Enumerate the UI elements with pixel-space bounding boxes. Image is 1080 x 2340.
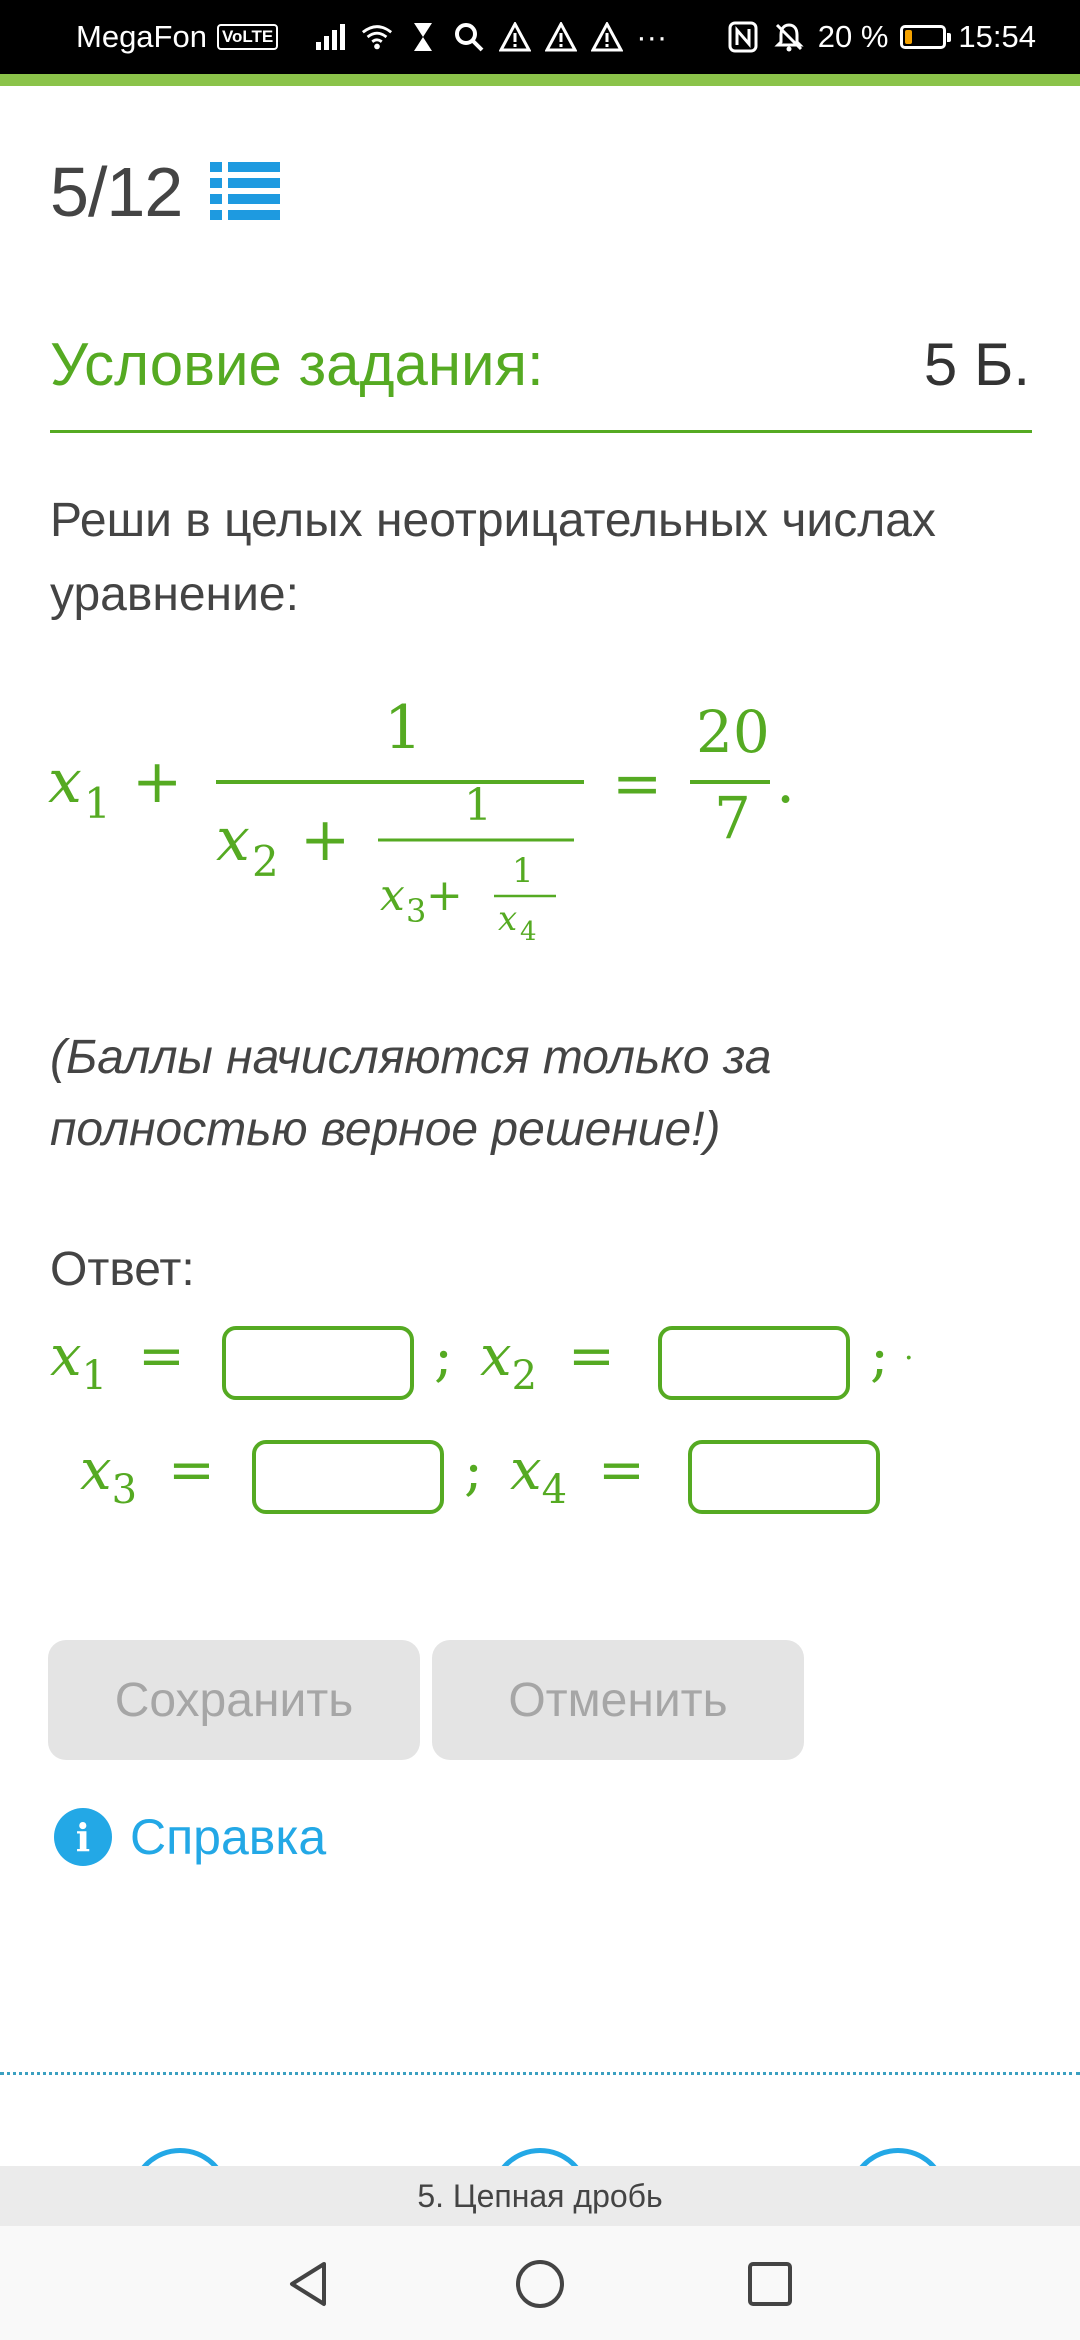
- top-accent-strip: [0, 74, 1080, 86]
- formula-x1: x: [48, 747, 82, 817]
- status-bar: [0, 0, 1080, 74]
- var-sub: 1: [81, 1353, 108, 1399]
- carrier-name: MegaFon: [76, 19, 207, 54]
- page-divider: [0, 2072, 1080, 2075]
- warning-icon: [544, 20, 578, 54]
- notification-icons: [314, 19, 667, 55]
- var-letter: x: [480, 1324, 512, 1389]
- cancel-button[interactable]: Отменить: [432, 1640, 804, 1760]
- formula-one: 1: [384, 693, 423, 763]
- var-sub: 4: [541, 1467, 568, 1513]
- formula-equals: =: [612, 749, 663, 819]
- answer-row-2: [76, 1432, 936, 1532]
- status-left: [76, 0, 667, 74]
- formula-plus-2: +: [300, 805, 351, 875]
- task-header: [50, 330, 1032, 433]
- topic-title: 5. Цепная дробь: [417, 2177, 663, 2214]
- var-sub: 3: [111, 1467, 138, 1513]
- x3-input[interactable]: [252, 1440, 444, 1514]
- status-right: [726, 0, 1036, 74]
- help-label: Справка: [130, 1809, 327, 1865]
- progress-current: 5: [50, 153, 88, 231]
- hourglass-icon: [406, 20, 440, 54]
- equals-sign: =: [598, 1438, 645, 1503]
- recents-icon[interactable]: [742, 2256, 798, 2312]
- x4-input[interactable]: [688, 1440, 880, 1514]
- formula-x4-sub: 4: [520, 917, 537, 947]
- battery-fill: [905, 30, 912, 44]
- back-icon[interactable]: [280, 2256, 336, 2312]
- more-notifications: ···: [636, 19, 668, 54]
- var-letter: x: [50, 1324, 82, 1389]
- equals-sign: =: [138, 1324, 185, 1389]
- help-link[interactable]: [54, 1808, 326, 1866]
- clock: 15:54: [958, 19, 1036, 54]
- semicolon: ;: [434, 1324, 453, 1389]
- answer-row-1: [46, 1318, 946, 1418]
- task-title: Условие задания:: [50, 331, 544, 398]
- answer-var-x4: [510, 1438, 567, 1513]
- semicolon: ;: [870, 1324, 889, 1389]
- formula-inner-one: 1: [464, 780, 492, 831]
- formula-x2-sub: 2: [252, 837, 279, 886]
- x2-input[interactable]: [658, 1326, 850, 1400]
- formula-dot: .: [776, 747, 796, 817]
- var-letter: x: [80, 1438, 112, 1503]
- signal-icon: [314, 20, 348, 54]
- formula-rhs-numerator: 20: [696, 698, 770, 766]
- topic-footer: [0, 2166, 1080, 2226]
- formula-x3: x: [380, 870, 405, 921]
- equals-sign: =: [168, 1438, 215, 1503]
- formula-x3-sub: 3: [406, 892, 427, 930]
- answer-var-x2: [480, 1324, 537, 1399]
- info-icon: i: [54, 1808, 112, 1866]
- wifi-icon: [360, 20, 394, 54]
- formula-x2: x: [216, 805, 250, 875]
- answer-var-x3: [80, 1438, 137, 1513]
- continued-fraction-formula: [44, 690, 944, 960]
- save-button[interactable]: Сохранить: [48, 1640, 420, 1760]
- formula-rhs-denominator: 7: [714, 784, 751, 852]
- volte-badge: VoLTE: [217, 24, 278, 50]
- warning-icon: [498, 20, 532, 54]
- task-progress: [50, 152, 280, 232]
- progress-total: 12: [106, 153, 183, 231]
- task-instruction: Реши в целых неотрицательных числах уравнение:: [50, 494, 936, 621]
- formula-x1-sub: 1: [84, 779, 111, 828]
- formula-plus-1: +: [132, 747, 183, 817]
- battery-percent: 20 %: [817, 19, 889, 54]
- formula-innermost-one: 1: [512, 851, 534, 891]
- semicolon: ;: [464, 1438, 483, 1503]
- progress-separator: /: [87, 153, 107, 231]
- scoring-note: (Баллы начисляются только за полностью верное решение!): [50, 1031, 772, 1156]
- search-icon: [452, 20, 486, 54]
- answer-var-x1: [50, 1324, 107, 1399]
- progress-counter: [50, 152, 182, 232]
- nfc-icon: [726, 20, 760, 54]
- var-letter: x: [510, 1438, 542, 1503]
- task-points: 5 Б.: [923, 331, 1030, 398]
- formula-plus-3: +: [426, 870, 463, 921]
- bell-off-icon: [772, 20, 806, 54]
- system-nav-bar: [0, 2226, 1080, 2340]
- home-icon[interactable]: [512, 2256, 568, 2312]
- x1-input[interactable]: [222, 1326, 414, 1400]
- formula-x4: x: [498, 899, 518, 939]
- equals-sign: =: [568, 1324, 615, 1389]
- battery-icon: [900, 25, 946, 49]
- warning-icon: [590, 20, 624, 54]
- list-icon[interactable]: [210, 160, 280, 224]
- var-sub: 2: [511, 1353, 538, 1399]
- answer-label: Ответ:: [50, 1243, 195, 1296]
- trailing-dot: .: [904, 1332, 914, 1367]
